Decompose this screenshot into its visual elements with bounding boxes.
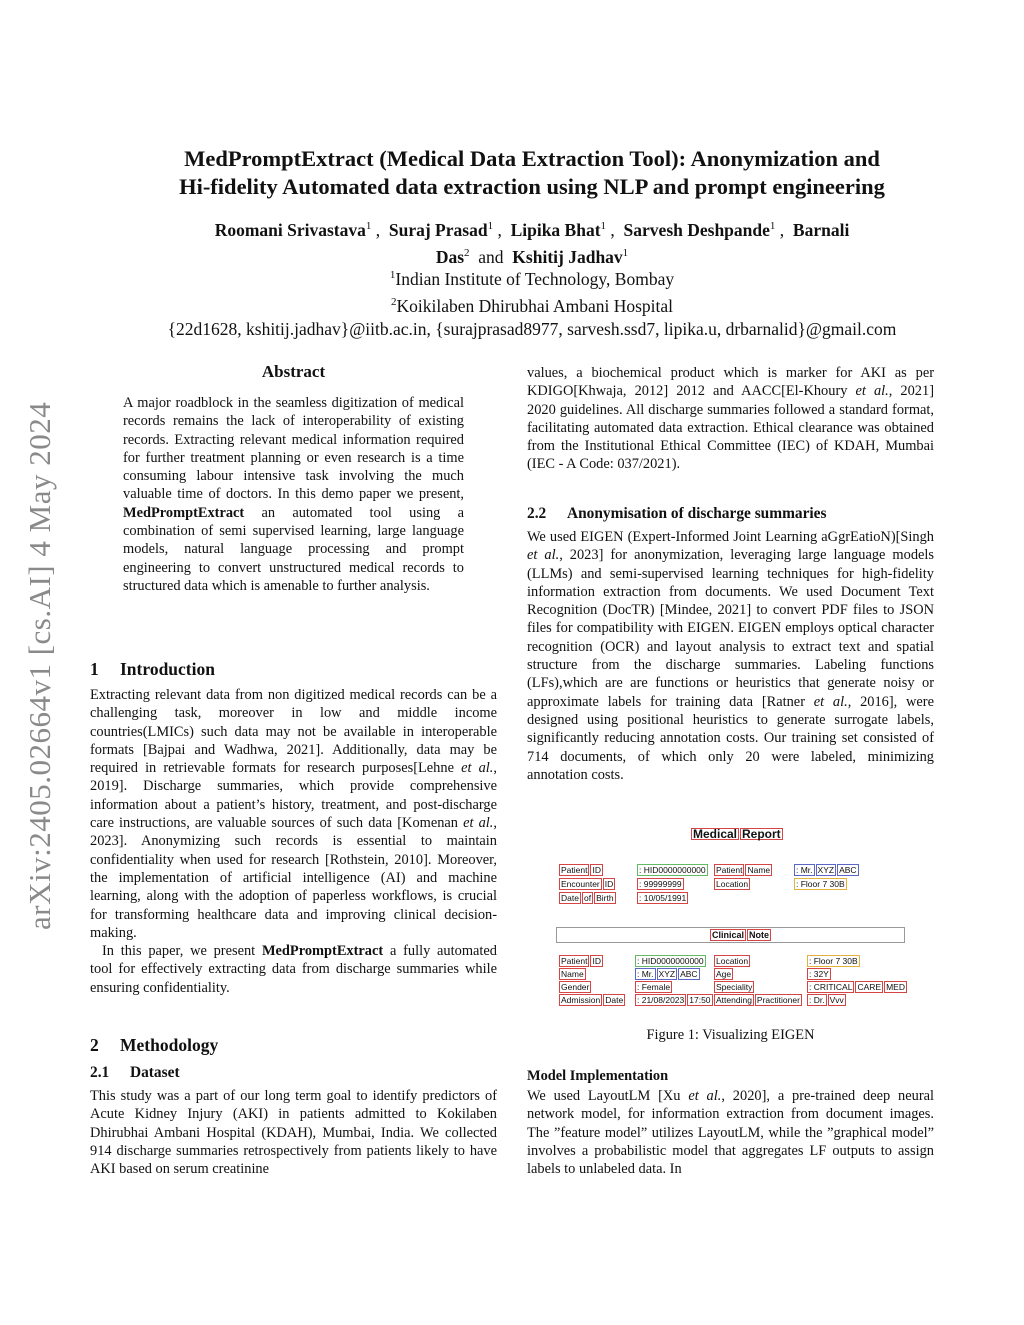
section-methodology: [90, 1035, 218, 1056]
subsection-number: 2.1: [90, 1064, 110, 1081]
author-sep: ,: [497, 219, 502, 240]
subsection-dataset: [90, 1064, 180, 1082]
fig-box: Patient: [561, 865, 588, 875]
abstract-tool-name: MedPromptExtract: [123, 504, 245, 521]
model-p-a: We used LayoutLM [Xu: [527, 1088, 689, 1104]
affiliation-1: Indian Institute of Technology, Bombay: [395, 268, 675, 289]
author-sep: ,: [610, 219, 615, 240]
author-5-affil: 2: [464, 246, 470, 259]
fig-c1-value2: [807, 955, 861, 967]
fig-row-1-key2: [714, 864, 773, 876]
author-3-affil: 1: [600, 220, 607, 232]
fig-row-2-key: [559, 878, 616, 890]
fig-box: : 10/05/1991: [639, 893, 687, 903]
fig-box: Note: [749, 930, 770, 940]
fig-box: : Floor 7 30B: [809, 956, 858, 966]
author-4-affil: 1: [769, 220, 776, 232]
intro-p1-b: , 2019]. Discharge summaries, which provide comprehensive information about a patient’s history, treatment, and post-discharge care instructions, are valuable sources of such data [Komenan: [90, 760, 498, 832]
fig-row-1-value2: [794, 864, 860, 876]
fig-box: Name: [561, 969, 584, 979]
fig-c3-key2: [714, 981, 755, 993]
fig-box: : Mr.: [637, 969, 654, 979]
author-sep: ,: [375, 219, 381, 240]
fig-box: Name: [747, 865, 771, 875]
fig-box: Gender: [561, 982, 590, 992]
abstract-body: [123, 394, 464, 595]
fig-box: Location: [716, 879, 749, 889]
subsection-number: 2.2: [527, 505, 547, 522]
fig-c2-key2: [714, 968, 734, 980]
fig-box: : Floor 7 30B: [796, 879, 845, 889]
anon-p-b: , 2023] for anonymization, leveraging large language models (LLMs) and semi-supervised learning techniques for high-fidelity information extraction from documents. We used Document Text Recognition (DocTR) [Mindee, 2021] to convert PDF files to JSON files for compatibility with EIGEN. EIGEN employs optical character recognition (OCR) and layout analysis to extract text and spatial structure from the discharge summaries. Labeling functions (LFs),which are are functions or heuristics that generate noisy or approximate labels for training data [Ratner: [527, 547, 935, 710]
fig-box: Location: [716, 956, 749, 966]
fig-box: : 21/08/2023: [637, 995, 685, 1005]
fig-row-2-key2: [714, 878, 751, 890]
intro-p2-a: In this paper, we present: [102, 943, 262, 960]
author-5-last: Das: [435, 246, 465, 267]
etal: et al.: [461, 760, 494, 777]
title-line-2: Hi-fidelity Automated data extraction using NLP and prompt engineering: [179, 174, 885, 199]
fig-c4-value: [635, 994, 714, 1006]
fig-box: MED: [886, 982, 905, 992]
arxiv-watermark: arXiv:2405.02664v1 [cs.AI] 4 May 2024: [22, 401, 57, 930]
anon-p-c: , 2016], were designed using positional heuristics to generate surrogate labels, significantly reducing annotation costs. Our training set consisted of 714 documents, of which only 20 were labeled, minimizing annotation costs.: [527, 693, 934, 783]
fig-box: : 99999999: [639, 879, 682, 889]
fig-box: Speciality: [716, 982, 753, 992]
fig-row-3-value: [637, 892, 689, 904]
fig-box: Date: [561, 893, 579, 903]
fig-c2-value: [635, 968, 701, 980]
right-p1-a: values, a biochemical product which is marker for AKI as per KDIGO[Khwaja, 2012] 2012 and AACC[El-Khoury: [527, 365, 934, 400]
fig-box: : HID0000000000: [637, 956, 704, 966]
author-list: [100, 215, 964, 269]
fig-clinical-note: [710, 929, 772, 941]
section-number: 2: [90, 1035, 99, 1055]
fig-box: of: [583, 893, 592, 903]
fig-c4-value2: [807, 994, 847, 1006]
abstract-text-1: A major roadblock in the seamless digitization of medical records remains the lack of interoperability of existing records. Extracting relevant medical information required for further treatment planning or even research is a time consuming labour intensive task involving the much valuable time of doctors. In this demo paper we present,: [123, 395, 464, 503]
etal: et al.: [688, 1088, 722, 1104]
figure-eigen: [527, 820, 934, 1020]
author-2: Suraj Prasad: [388, 219, 488, 240]
fig-box: CARE: [857, 982, 882, 992]
anonymisation-body: [527, 528, 934, 784]
abstract-text-2: an automated tool using a combination of semi supervised learning, large language models, natural language processing and prompt engineering to convert unstructured medical records to structured data which is amenable to further analysis.: [123, 504, 464, 594]
fig-box: : Mr.: [796, 865, 813, 875]
section-number: 1: [90, 659, 99, 679]
dataset-paragraph: This study was a part of our long term goal to identify predictors of Acute Kidney Injury (AKI) in patients admitted to Kokilaben Dhirubhai Ambani Hospital (KDAH), Mumbai, India. We collected 914 discharge summaries retrospectively from patients likely to have AKI based on serum creatinine: [90, 1088, 497, 1178]
fig-c4-key2: [714, 994, 803, 1006]
fig-c3-key: [559, 981, 592, 993]
fig-c2-key: [559, 968, 587, 980]
section-title: Methodology: [120, 1035, 219, 1055]
fig-header: [691, 828, 784, 840]
aff1-marker: 1: [389, 269, 396, 281]
fig-box: ID: [592, 956, 601, 966]
intro-tool-name: MedPromptExtract: [261, 943, 384, 960]
subsection-title: Anonymisation of discharge summaries: [567, 505, 827, 522]
fig-c1-value: [635, 955, 707, 967]
fig-box: ABC: [680, 969, 698, 979]
fig-box: Encounter: [561, 879, 600, 889]
intro-p1-a: Extracting relevant data from non digitized medical records can be a challenging task, moreover in low and middle income countries(LMICs) such data may not be available in interoperable formats [Bajpai and Wadhwa, 2021]. Additionally, data may be required in retrievable formats for research purposes[Lehne: [90, 687, 497, 777]
fig-box: : Female: [637, 982, 671, 992]
fig-box: Age: [716, 969, 732, 979]
fig-box: XYZ: [817, 865, 835, 875]
model-implementation-body: [527, 1087, 934, 1178]
fig-box: Practitioner: [756, 995, 800, 1005]
fig-row-2-value2: [794, 878, 848, 890]
fig-box: : 32Y: [809, 969, 829, 979]
fig-box: : HID0000000000: [639, 865, 706, 875]
author-1: Roomani Srivastava: [214, 219, 366, 240]
author-4: Sarvesh Deshpande: [623, 219, 770, 240]
fig-box: Patient: [716, 865, 743, 875]
author-6: Kshitij Jadhav: [512, 246, 623, 267]
fig-row-1-value: [637, 864, 709, 876]
etal: et al.: [463, 815, 494, 832]
fig-box: : CRITICAL: [809, 982, 853, 992]
fig-box: ID: [592, 865, 601, 875]
fig-c4-key: [559, 994, 626, 1006]
affiliations: [80, 264, 984, 341]
emails: {22d1628, kshitij.jadhav}@iitb.ac.in, {surajprasad8977, sarvesh.ssd7, lipika.u, drbarnalid}@gmail.com: [167, 318, 897, 339]
fig-box: ABC: [839, 865, 857, 875]
fig-box: : Dr.: [809, 995, 825, 1005]
right-p1-b: , 2021] 2020 guidelines. All discharge summaries followed a standard format, facilitating automated data extraction. Ethical clearance was obtained from the Institutional Ethical Committee (IEC) of KDAH, Mumbai (IEC - A Code: 037/2021).: [527, 383, 934, 473]
fig-box: Date: [605, 995, 624, 1005]
affiliation-2: Koikilaben Dhirubhai Ambani Hospital: [396, 295, 674, 316]
fig-row-1-key: [559, 864, 604, 876]
subsection-title: Dataset: [130, 1064, 180, 1081]
section-introduction: [90, 659, 215, 680]
fig-box: Attending: [716, 995, 752, 1005]
subsection-anonymisation: [527, 505, 827, 523]
right-col-paragraph-1: [527, 364, 934, 474]
fig-box: 17:50: [689, 995, 711, 1005]
fig-c3-value2: [807, 981, 908, 993]
fig-c3-value: [635, 981, 673, 993]
fig-c2-value2: [807, 968, 832, 980]
section-title: Introduction: [120, 659, 215, 679]
fig-box: Report: [742, 827, 781, 841]
author-2-affil: 1: [487, 220, 494, 232]
title-line-1: MedPromptExtract (Medical Data Extraction Tool): Anonymization and: [184, 146, 880, 171]
dataset-body: [90, 1087, 497, 1178]
intro-p2-b: a fully automated tool for effectively extracting data from discharge summaries while ensuring confidentiality.: [90, 943, 497, 996]
etal: et al.: [855, 383, 889, 400]
fig-c1-key2: [714, 955, 751, 967]
aff2-marker: 2: [390, 295, 397, 308]
author-1-affil: 1: [365, 220, 372, 232]
fig-row-2-value: [637, 878, 685, 890]
fig-box: Patient: [561, 956, 588, 966]
fig-box: Vvv: [829, 995, 844, 1005]
etal: et al.: [813, 693, 848, 710]
fig-c1-key: [559, 955, 604, 967]
fig-box: XYZ: [658, 969, 676, 979]
fig-box: Medical: [693, 827, 738, 841]
fig-box: ID: [604, 879, 614, 889]
fig-box: Admission: [561, 995, 601, 1005]
author-3: Lipika Bhat: [510, 219, 601, 240]
model-p-b: , 2020], a pre-trained deep neural network model, for information extraction from document images. The ”feature model” utilizes LayoutLM, while the ”graphical model” involves a probabilistic model that aggregates LF outputs to assign labels to unlabeled data. In: [527, 1088, 934, 1178]
intro-p1-c: , 2023]. Anonymizing such records is essential to maintain confidentiality when used for research [Rothstein, 2010]. Moreover, the implementation of artificial intelligence (AI) and machine learning, along with the adoption of paperless workflows, is crucial for transforming healthcare data and improving clinical decision-making.: [90, 815, 497, 941]
anon-p-a: We used EIGEN (Expert-Informed Joint Learning aGgrEatioN)[Singh: [527, 529, 934, 545]
model-implementation-heading: Model Implementation: [527, 1068, 669, 1084]
author-5-first: Barnali: [792, 219, 850, 240]
author-6-affil: 1: [622, 246, 629, 259]
fig-box: Clinical: [712, 930, 745, 940]
fig-box: Birth: [596, 893, 614, 903]
intro-body: [90, 686, 497, 997]
paper-title: [100, 145, 964, 201]
etal: et al.: [527, 547, 560, 564]
abstract-heading: Abstract: [261, 362, 326, 381]
figure-caption: Figure 1: Visualizing EIGEN: [646, 1027, 815, 1043]
fig-row-3-key: [559, 892, 617, 904]
author-and: and: [478, 246, 504, 267]
author-sep: ,: [779, 219, 785, 240]
